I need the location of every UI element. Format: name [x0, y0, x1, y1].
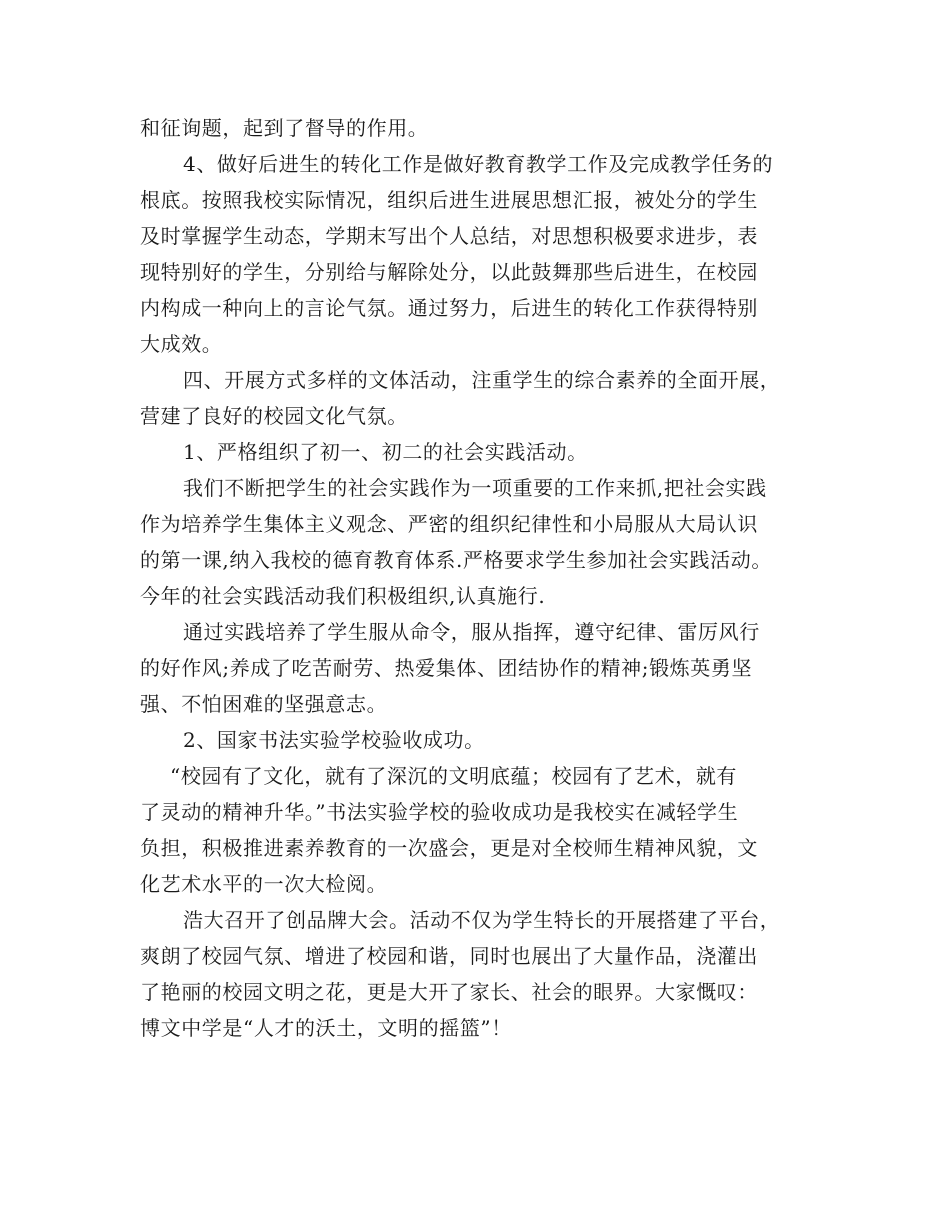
text-line: 4、做好后进生的转化工作是做好教育教学工作及完成教学任务的	[183, 152, 774, 176]
text-line: 化艺术水平的一次大检阅。	[140, 872, 388, 896]
text-line: 大成效。	[140, 332, 223, 356]
subheading: 1、严格组织了初一、初二的社会实践活动。	[183, 440, 588, 464]
text-line: 强、不怕困难的坚强意志。	[140, 692, 388, 716]
text-line: 爽朗了校园气氛、增进了校园和谐，同时也展出了大量作品，浇灌出	[140, 944, 758, 968]
text-line: 今年的社会实践活动我们积极组织,认真施行.	[140, 584, 546, 608]
text-line: 通过实践培养了学生服从命令，服从指挥，遵守纪律、雷厉风行	[183, 620, 760, 644]
text-line: 博文中学是“人才的沃土，文明的摇篮”！	[140, 1016, 512, 1040]
text-line: 及时掌握学生动态，学期末写出个人总结，对思想积极要求进步，表	[140, 224, 758, 248]
subheading: 2、国家书法实验学校验收成功。	[183, 728, 485, 752]
text-line: 了艳丽的校园文明之花，更是大开了家长、社会的眼界。大家慨叹：	[140, 980, 758, 1004]
text-line: 现特别好的学生，分别给与解除处分，以此鼓舞那些后进生，在校园	[140, 260, 758, 284]
text-line: 浩大召开了创品牌大会。活动不仅为学生特长的开展搭建了平台，	[183, 908, 781, 932]
text-line: 内构成一种向上的言论气氛。通过努力，后进生的转化工作获得特别	[140, 296, 758, 320]
text-line: 我们不断把学生的社会实践作为一项重要的工作来抓,把社会实践	[183, 476, 767, 500]
text-line: 的第一课,纳入我校的德育教育体系.严格要求学生参加社会实践活动。	[140, 548, 772, 572]
section-heading: 营建了良好的校园文化气氛。	[140, 404, 408, 428]
section-heading: 四、开展方式多样的文体活动，注重学生的综合素养的全面开展，	[183, 368, 781, 392]
text-line: 作为培养学生集体主义观念、严密的组织纪律性和小局服从大局认识	[140, 512, 758, 536]
text-line: 了灵动的精神升华。”书法实验学校的验收成功是我校实在减轻学生	[140, 800, 739, 824]
text-line: 的好作风;养成了吃苦耐劳、热爱集体、团结协作的精神;锻炼英勇坚	[140, 656, 753, 680]
text-line: 和征询题，起到了督导的作用。	[140, 116, 429, 140]
text-line: 负担，积极推进素养教育的一次盛会，更是对全校师生精神风貌，文	[140, 836, 758, 860]
text-line: “校园有了文化，就有了深沉的文明底蕴；校园有了艺术，就有	[170, 764, 738, 788]
text-line: 根底。按照我校实际情况，组织后进生进展思想汇报，被处分的学生	[140, 188, 758, 212]
